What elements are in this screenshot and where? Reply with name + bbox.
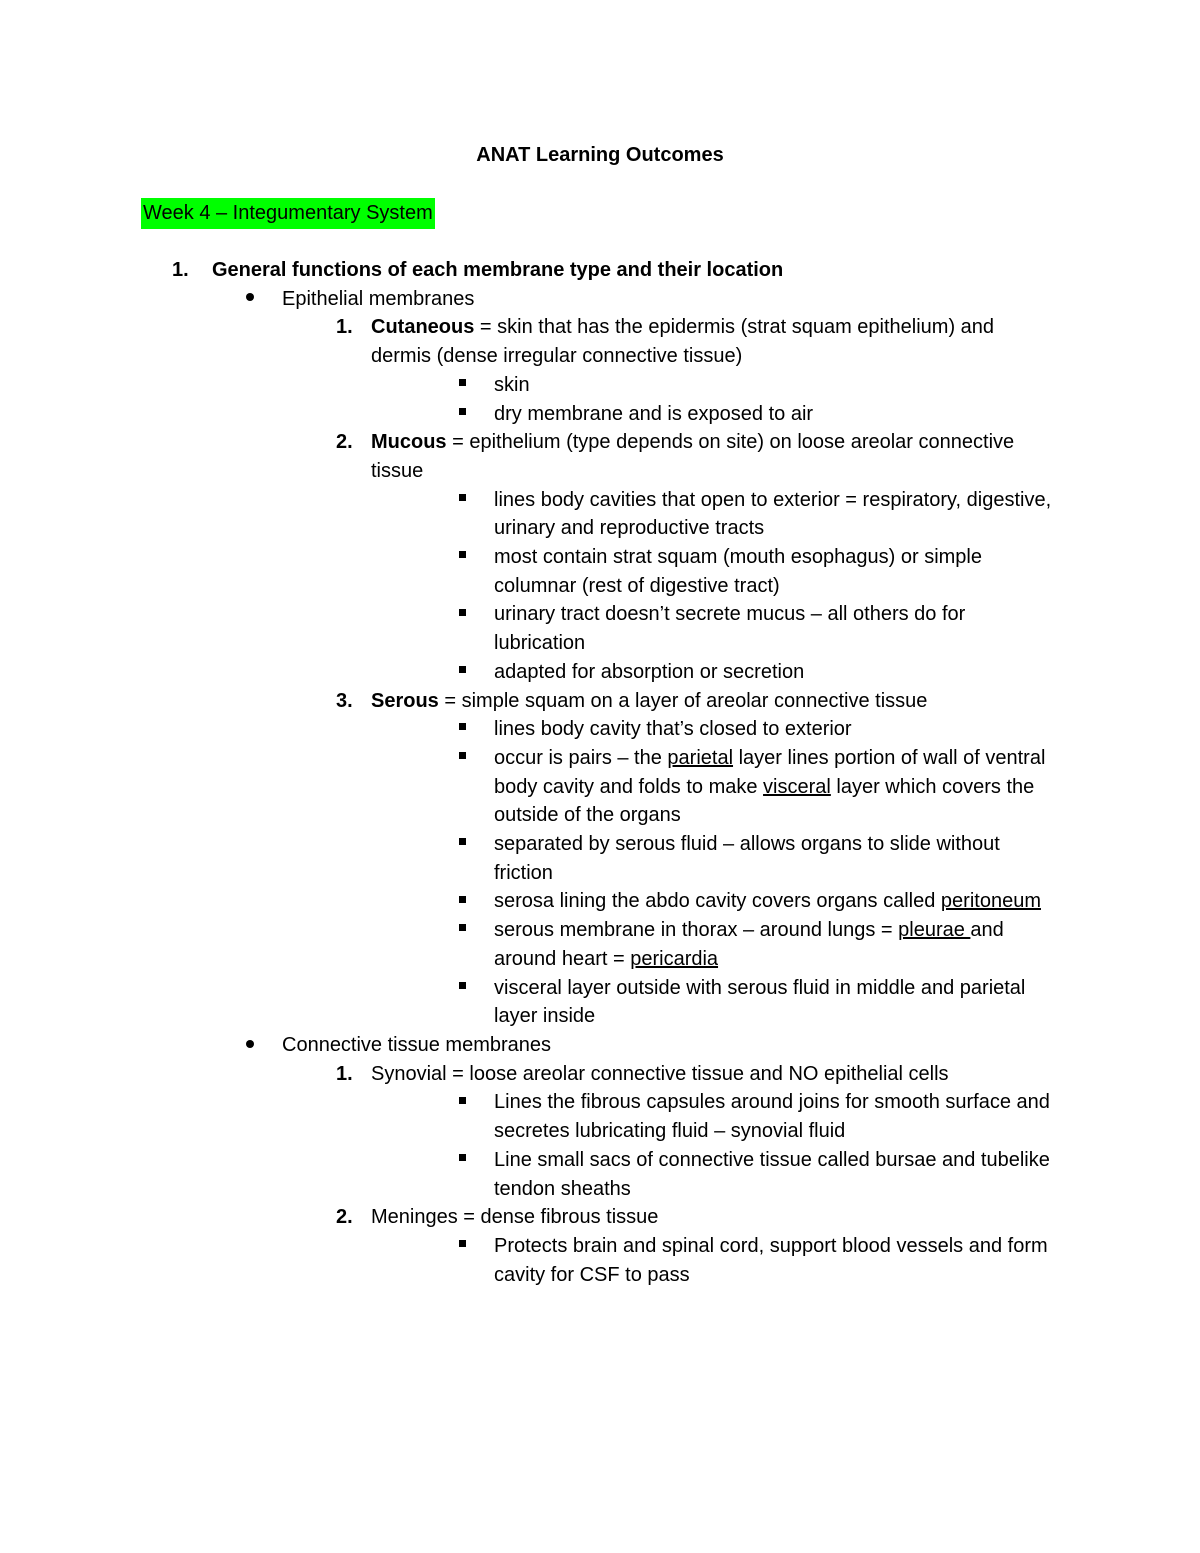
sub-bullet-text bbox=[494, 916, 1054, 973]
list-text bbox=[371, 687, 1051, 716]
sub-bullet-text: most contain strat squam (mouth esophagus) or simple columnar (rest of digestive tract) bbox=[494, 546, 982, 597]
sub-bullet-text: urinary tract doesn’t secrete mucus – all others do for lubrication bbox=[494, 603, 966, 655]
list-item-cutaneous bbox=[0, 313, 1200, 370]
sub-bullet bbox=[0, 916, 1200, 973]
sub-bullet-text bbox=[494, 744, 1054, 830]
bullet-dot-icon bbox=[246, 1031, 266, 1060]
sub-bullet-text bbox=[494, 887, 1054, 916]
square-bullet-icon bbox=[459, 974, 471, 1003]
square-bullet-icon bbox=[459, 887, 471, 916]
bullet-label: Connective tissue membranes bbox=[282, 1033, 552, 1056]
list-number: 1. bbox=[336, 1062, 353, 1085]
square-bullet-icon bbox=[459, 1146, 471, 1175]
definition: = epithelium (type depends on site) on loose areolar connective tissue bbox=[371, 431, 1015, 482]
sub-bullet-text: visceral layer outside with serous fluid in middle and parietal layer inside bbox=[494, 976, 1026, 1028]
list-number: 2. bbox=[336, 1206, 353, 1229]
bullet-dot-icon bbox=[246, 285, 266, 314]
sub-bullet bbox=[0, 600, 1200, 657]
document-title: ANAT Learning Outcomes bbox=[476, 144, 724, 166]
square-bullet-icon bbox=[459, 744, 471, 773]
sub-bullet-text: Lines the fibrous capsules around joins for smooth surface and secretes lubricating fluid – synovial fluid bbox=[494, 1091, 1050, 1143]
text-run: serosa lining the abdo cavity covers organs called bbox=[494, 890, 941, 913]
bullet-connective bbox=[0, 1031, 1200, 1060]
underlined-term: pericardia bbox=[630, 947, 719, 970]
underlined-term: parietal bbox=[667, 746, 734, 769]
list-number: 3. bbox=[336, 689, 353, 712]
text-run: serous membrane in thorax – around lungs = bbox=[494, 919, 899, 942]
sub-bullet bbox=[0, 744, 1200, 830]
bullet-label: Epithelial membranes bbox=[282, 287, 475, 310]
sub-bullet bbox=[0, 974, 1200, 1031]
sub-bullet bbox=[0, 658, 1200, 687]
list-number: 1. bbox=[336, 316, 353, 339]
square-bullet-icon bbox=[459, 916, 471, 945]
sub-bullet bbox=[0, 887, 1200, 916]
square-bullet-icon bbox=[459, 600, 471, 629]
sub-bullet bbox=[0, 486, 1200, 543]
text-run: and around heart = bbox=[494, 919, 1004, 970]
square-bullet-icon bbox=[459, 830, 471, 859]
sub-bullet-text: lines body cavities that open to exterior = respiratory, digestive, urinary and reproductive tracts bbox=[494, 488, 1052, 540]
sub-bullet bbox=[0, 543, 1200, 600]
square-bullet-icon bbox=[459, 543, 471, 572]
text-run: layer which covers the outside of the organs bbox=[494, 775, 1035, 827]
square-bullet-icon bbox=[459, 486, 471, 515]
list-text bbox=[371, 313, 1051, 370]
sub-bullet bbox=[0, 830, 1200, 887]
square-bullet-icon bbox=[459, 1088, 471, 1117]
square-bullet-icon bbox=[459, 1232, 471, 1261]
sub-bullet bbox=[0, 1146, 1200, 1203]
underlined-term: peritoneum bbox=[940, 890, 1041, 913]
list-item-synovial bbox=[0, 1060, 1200, 1089]
list-text bbox=[371, 428, 1051, 485]
sub-bullet-text: lines body cavity that’s closed to exterior bbox=[494, 718, 852, 741]
sub-bullet-text: adapted for absorption or secretion bbox=[494, 660, 805, 683]
term: Serous bbox=[371, 689, 439, 712]
text-run: layer lines portion of wall of ventral body cavity and folds to make bbox=[494, 746, 1046, 798]
sub-bullet bbox=[0, 371, 1200, 400]
sub-bullet-text: Line small sacs of connective tissue called bursae and tubelike tendon sheaths bbox=[494, 1148, 1050, 1200]
text-run: occur is pairs – the bbox=[494, 746, 668, 769]
outline-item-1 bbox=[0, 256, 1200, 285]
sub-bullet bbox=[0, 1232, 1200, 1289]
sub-bullet-text: skin bbox=[494, 373, 530, 396]
sub-bullet bbox=[0, 715, 1200, 744]
sub-bullet bbox=[0, 1088, 1200, 1145]
list-text: Meninges = dense fibrous tissue bbox=[371, 1206, 659, 1229]
square-bullet-icon bbox=[459, 658, 471, 687]
sub-bullet bbox=[0, 400, 1200, 429]
list-item-meninges bbox=[0, 1203, 1200, 1232]
square-bullet-icon bbox=[459, 715, 471, 744]
sub-bullet-text: Protects brain and spinal cord, support blood vessels and form cavity for CSF to pass bbox=[494, 1234, 1048, 1286]
list-item-mucous bbox=[0, 428, 1200, 485]
definition: = skin that has the epidermis (strat squam epithelium) and dermis (dense irregular connective tissue) bbox=[371, 316, 995, 368]
sub-bullet-text: separated by serous fluid – allows organs to slide without friction bbox=[494, 833, 1000, 884]
list-item-serous bbox=[0, 687, 1200, 716]
list-number: 2. bbox=[336, 431, 353, 454]
sub-bullet-text: dry membrane and is exposed to air bbox=[494, 402, 814, 425]
bullet-epithelial bbox=[0, 285, 1200, 314]
outline bbox=[0, 256, 1200, 1289]
definition: = simple squam on a layer of areolar connective tissue bbox=[438, 689, 928, 712]
list-number: 1. bbox=[172, 259, 189, 281]
underlined-term: pleurae bbox=[898, 919, 971, 942]
term: Cutaneous bbox=[371, 316, 475, 339]
list-text: Synovial = loose areolar connective tissue and NO epithelial cells bbox=[371, 1062, 949, 1085]
item-heading: General functions of each membrane type and their location bbox=[212, 259, 784, 281]
square-bullet-icon bbox=[459, 400, 471, 429]
term: Mucous bbox=[371, 431, 447, 454]
week-heading: Week 4 – Integumentary System bbox=[141, 198, 435, 229]
square-bullet-icon bbox=[459, 371, 471, 400]
underlined-term: visceral bbox=[763, 775, 831, 798]
